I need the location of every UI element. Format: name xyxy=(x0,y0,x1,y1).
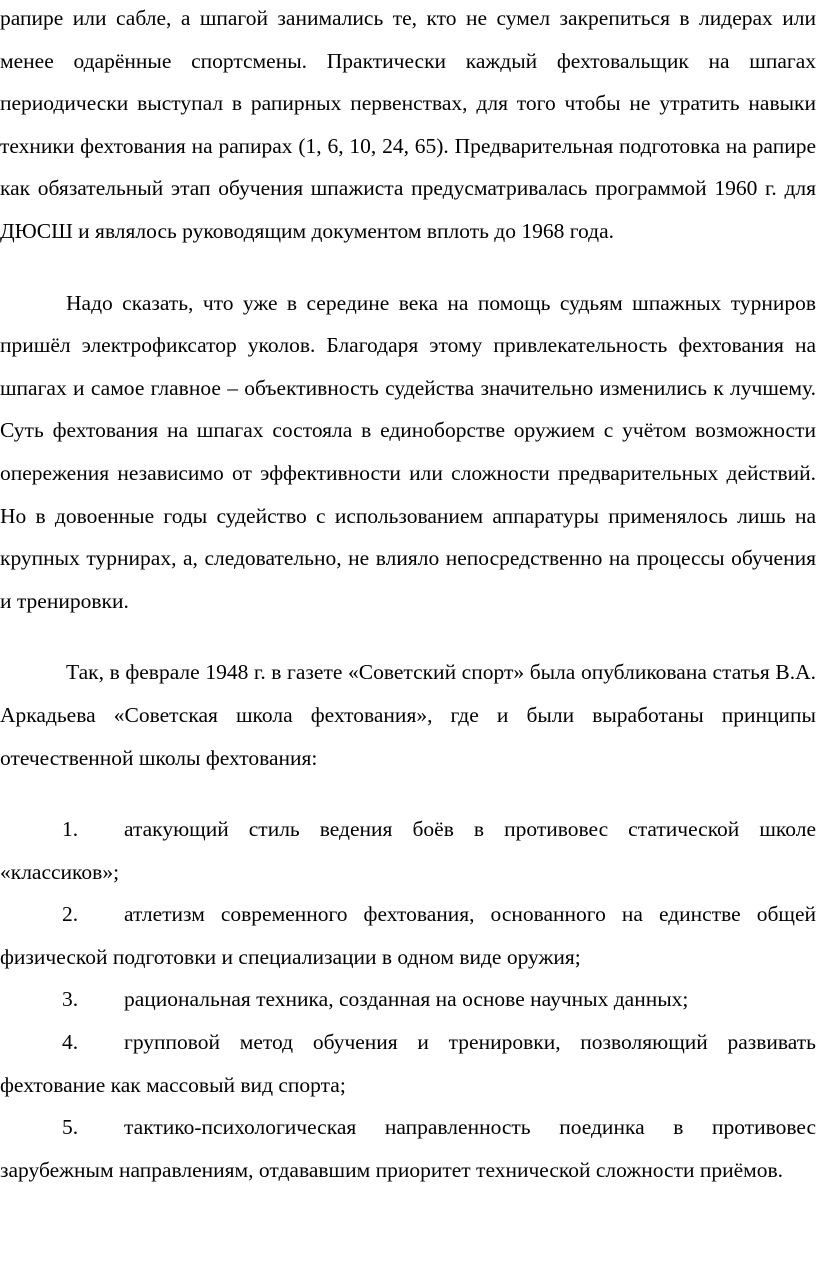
list-item-text: тактико-психологическая направленность поединка в противовес зарубежным направлениям, отдававшим приоритет технической сложности приёмов. xyxy=(0,1115,816,1182)
list-item-text: рациональная техника, созданная на основе научных данных; xyxy=(124,987,689,1012)
list-item xyxy=(0,1021,816,1106)
paragraph-gap xyxy=(0,779,816,808)
list-item-number: 2. xyxy=(62,902,79,927)
list-item-text: атлетизм современного фехтования, основанного на единстве общей физической подготовки и специализации в одном виде оружия; xyxy=(0,902,816,969)
principles-list xyxy=(0,808,816,1191)
paragraph-gap xyxy=(0,253,816,282)
list-item-number: 3. xyxy=(62,987,79,1012)
paragraph-1: рапире или сабле, а шпагой занимались те, кто не сумел закрепиться в лидерах или менее одарённые спортсмены. Практически каждый фехтовальщик на шпагах периодически выступал в рапирных первенствах, для того чтобы не утратить навыки техники фехтования на рапирах (1, 6, 10, 24, 65). Предварительная подготовка на рапире как обязательный этап обучения шпажиста предусматривалась программой 1960 г. для ДЮСШ и являлось руководящим документом вплоть до 1968 года. xyxy=(0,6,816,243)
list-item xyxy=(0,978,816,1021)
list-item-number: 4. xyxy=(62,1030,79,1055)
list-item xyxy=(0,1106,816,1191)
list-item-number: 5. xyxy=(62,1115,79,1140)
list-item xyxy=(0,893,816,978)
list-item-text: атакующий стиль ведения боёв в противовес статической школе «классиков»; xyxy=(0,817,816,884)
paragraph-gap xyxy=(0,622,816,651)
list-item-text: групповой метод обучения и тренировки, позволяющий развивать фехтование как массовый вид спорта; xyxy=(0,1030,816,1097)
paragraph-2: Надо сказать, что уже в середине века на помощь судьям шпажных турниров пришёл электрофиксатор уколов. Благодаря этому привлекательность фехтования на шпагах и самое главное – объективность судейства значительно изменились к лучшему. Суть фехтования на шпагах состояла в единоборстве оружием с учётом возможности опережения независимо от эффективности или сложности предварительных действий. Но в довоенные годы судейство с использованием аппаратуры применялось лишь на крупных турнирах, а, следовательно, не влияло непосредственно на процессы обучения и тренировки. xyxy=(0,290,816,613)
list-item xyxy=(0,808,816,893)
list-item-number: 1. xyxy=(62,817,79,842)
paragraph-3: Так, в феврале 1948 г. в газете «Советский спорт» была опубликована статья В.А. Аркадьева «Советская школа фехтования», где и были выработаны принципы отечественной школы фехтования: xyxy=(0,660,816,770)
